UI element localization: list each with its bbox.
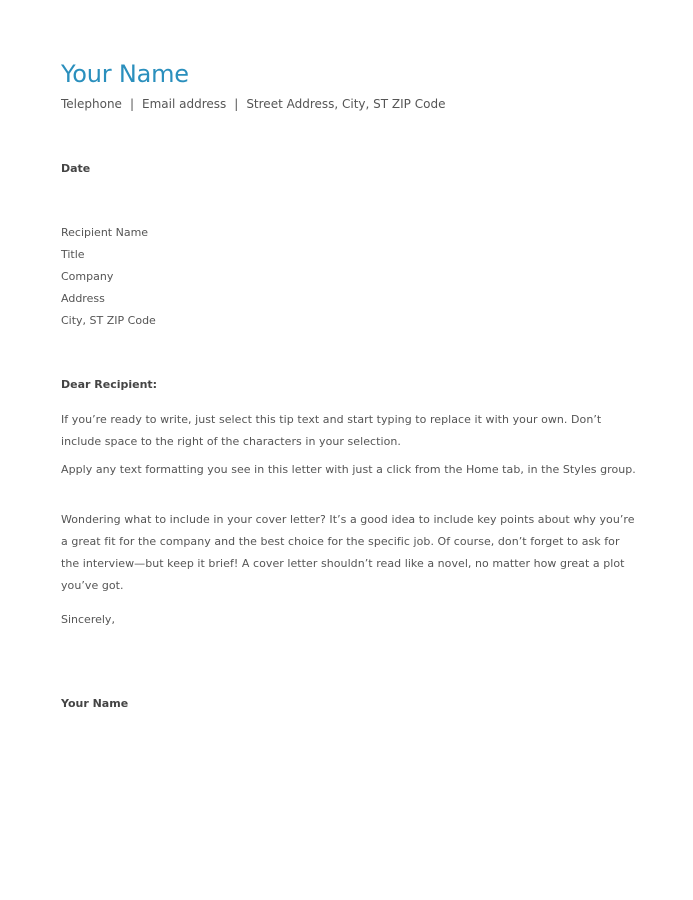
recipient-title: Title <box>61 248 85 261</box>
separator: | <box>234 97 239 111</box>
body-paragraph-2: Apply any text formatting you see in this letter with just a click from the Home tab, in the Styles group. <box>61 463 636 476</box>
contact-line <box>61 96 445 112</box>
recipient-block <box>61 222 156 332</box>
email-address: Email address <box>142 97 227 111</box>
salutation: Dear Recipient: <box>61 378 158 391</box>
body-paragraph-3: Wondering what to include in your cover letter? It’s a good idea to include key points about why you’re a great fit for the company and the best choice for the specific job. Of course, don’t forget to ask for the interview—but keep it brief! A cover letter shouldn’t read like a novel, no matter how great a plot you’ve got. <box>61 513 635 592</box>
recipient-name: Recipient Name <box>61 226 149 239</box>
telephone: Telephone <box>61 97 122 111</box>
signature-name: Your Name <box>61 697 129 710</box>
recipient-city: City, ST ZIP Code <box>61 314 156 327</box>
closing: Sincerely, <box>61 613 115 626</box>
street-address: Street Address, City, ST ZIP Code <box>246 97 446 111</box>
recipient-company: Company <box>61 270 114 283</box>
header-name: Your Name <box>61 60 189 88</box>
letter-date: Date <box>61 162 91 175</box>
separator: | <box>129 97 134 111</box>
body-paragraph-1: If you’re ready to write, just select this tip text and start typing to replace it with your own. Don’t include space to the right of the characters in your selection. <box>61 413 602 448</box>
recipient-address: Address <box>61 292 105 305</box>
